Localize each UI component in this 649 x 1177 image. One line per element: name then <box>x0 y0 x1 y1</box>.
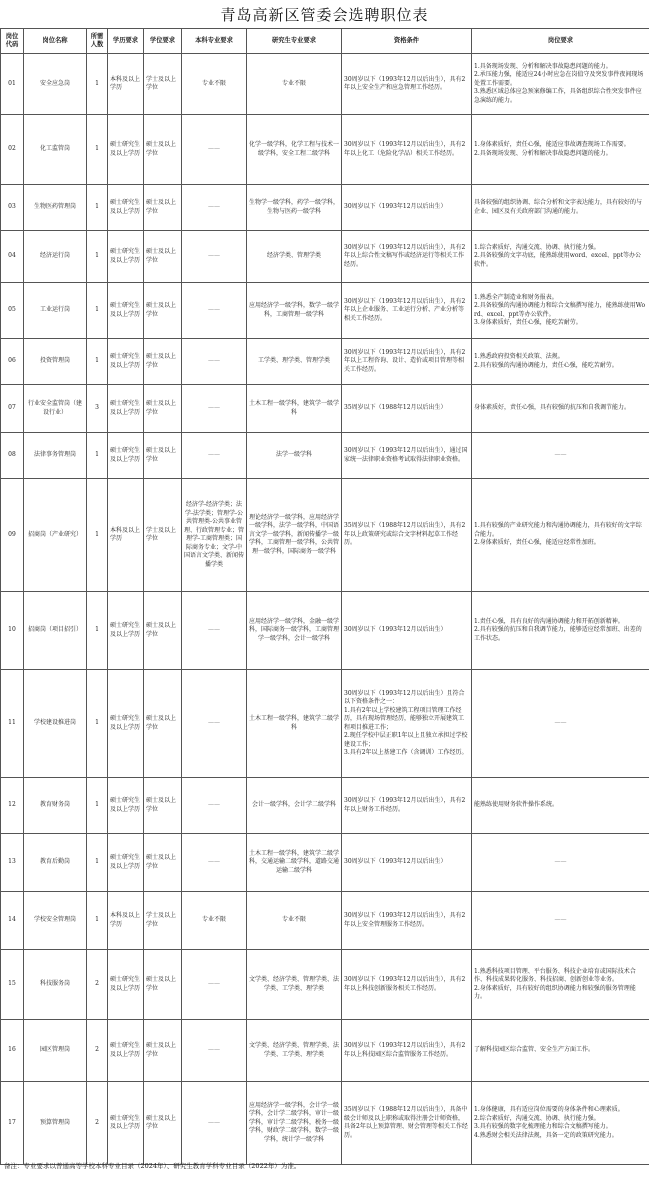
row-qualification: 30周岁以下（1993年12月以后出生），具有2年以上安全生产和应急管理工作经历。 <box>342 54 472 115</box>
row-count: 1 <box>87 479 108 592</box>
row-requirement: 1.具有较强的产业研究能力和沟通协调能力，具有较好的文字综合能力。 2.身体素质好，责任心强，能适应经常性加班。 <box>472 479 649 592</box>
table-row <box>1 892 649 950</box>
row-code: 10 <box>1 592 24 670</box>
row-education: 硕士研究生及以上学历 <box>108 283 144 339</box>
row-requirement: 1.责任心强，具有良好的沟通协调能力和开拓创新精神。 2.具有较强的抗压和自我调节能力，能够适应经常加班、出差的工作状态。 <box>472 592 649 670</box>
row-degree: 硕士及以上学位 <box>144 778 182 834</box>
row-qualification: 30周岁以下（1993年12月以后出生），具有2年以上工程咨询、设计、造价或项目管理等相关工作经历。 <box>342 339 472 385</box>
row-requirement: 能熟练使用财务软件操作系统。 <box>472 778 649 834</box>
row-count: 1 <box>87 339 108 385</box>
row-code: 12 <box>1 778 24 834</box>
row-name: 教育财务岗 <box>24 778 87 834</box>
table-row <box>1 778 649 834</box>
row-bachelor-major: —— <box>182 385 247 433</box>
row-requirement: 1.熟悉政府投资相关政策、法规。 2.具有较强的沟通协调能力，责任心强，能吃苦耐劳。 <box>472 339 649 385</box>
row-education: 硕士研究生及以上学历 <box>108 1082 144 1165</box>
row-bachelor-major: —— <box>182 185 247 231</box>
row-requirement: 1.具备现场发现、分析和解决事故隐患问题的能力。 2.承压能力强，能适应24小时应急在岗值守及突发事件夜间现场处置工作需要。 3.熟悉区域总体应急预案修编工作，具备组织综合性突发事件应急演练的能力。 <box>472 54 649 115</box>
row-code: 07 <box>1 385 24 433</box>
row-degree: 学士及以上学位 <box>144 892 182 950</box>
row-name: 工业运行岗 <box>24 283 87 339</box>
row-education: 硕士研究生及以上学历 <box>108 778 144 834</box>
row-bachelor-major: —— <box>182 592 247 670</box>
table-row <box>1 54 649 115</box>
row-qualification: 30周岁以下（1993年12月以后出生） <box>342 592 472 670</box>
table-row <box>1 592 649 670</box>
row-graduate-major: 工学类、理学类、管理学类 <box>247 339 342 385</box>
row-requirement: 1.身体素质好，责任心强，能适应事故调查现场工作需要。 2.具备现场发现、分析和解决事故隐患问题的能力。 <box>472 115 649 185</box>
row-graduate-major: 文学类、经济学类、管理学类、法学类、工学类、理学类 <box>247 1020 342 1082</box>
header-requirement: 岗位要求 <box>472 29 649 54</box>
row-requirement: —— <box>472 892 649 950</box>
row-bachelor-major: —— <box>182 1020 247 1082</box>
row-code: 04 <box>1 231 24 283</box>
row-graduate-major: 土木工程一级学科，建筑学二级学科 <box>247 670 342 778</box>
row-degree: 硕士及以上学位 <box>144 834 182 892</box>
row-qualification: 30周岁以下（1993年12月以后出生），具有2年以上企业服务、工业运行分析、产业分析等相关工作经历。 <box>342 283 472 339</box>
row-name: 法律事务管理岗 <box>24 433 87 479</box>
row-qualification: 30周岁以下（1993年12月以后出生）且符合以下资格条件之一： 1.具有2年以上学校建筑工程项目管理工作经历，具有现场管理经历，能够独立开展建筑工程项目推进工作； 2.现任学校中层正职1年以上且独立承担过学校建设工作； 3.具有2年以上基建工作（含调训）工作经历。 <box>342 670 472 778</box>
table-row <box>1 1082 649 1165</box>
table-row <box>1 834 649 892</box>
row-code: 13 <box>1 834 24 892</box>
row-bachelor-major: 专业不限 <box>182 54 247 115</box>
row-requirement: 1.熟悉全产制造业和财务报表。 2.具备较强的沟通协调能力和综合文稿撰写能力，能熟练使用Word、excel、ppt等办公软件。 3.身体素质好，责任心强，能吃苦耐劳。 <box>472 283 649 339</box>
row-qualification: 30周岁以下（1993年12月以后出生），具有2年以上科技园区综合监管服务工作经历。 <box>342 1020 472 1082</box>
row-bachelor-major: —— <box>182 670 247 778</box>
row-education: 硕士研究生及以上学历 <box>108 950 144 1020</box>
row-education: 硕士研究生及以上学历 <box>108 670 144 778</box>
row-bachelor-major: —— <box>182 339 247 385</box>
row-education: 本科及以上学历 <box>108 479 144 592</box>
row-code: 14 <box>1 892 24 950</box>
row-education: 硕士研究生及以上学历 <box>108 385 144 433</box>
row-education: 本科及以上学历 <box>108 54 144 115</box>
table-row <box>1 433 649 479</box>
row-requirement: 1.熟悉科技项目管理、平台服务、科技企业培育或国际技术合作、科技成果转化服务、科技招商、创新创业等业务。 2.身体素质好，具有较好的组织协调能力和较强的服务管理能力。 <box>472 950 649 1020</box>
row-requirement: 1.综合素质好，沟通交流、协调、执行能力强。 2.具备较强的文字功底，能熟练使用word、excel、ppt等办公软件。 <box>472 231 649 283</box>
row-degree: 硕士及以上学位 <box>144 231 182 283</box>
row-code: 17 <box>1 1082 24 1165</box>
table-row <box>1 283 649 339</box>
row-graduate-major: 专业不限 <box>247 54 342 115</box>
row-qualification: 30周岁以下（1993年12月以后出生），具有2年以上科技创新服务相关工作经历。 <box>342 950 472 1020</box>
row-count: 1 <box>87 592 108 670</box>
row-bachelor-major: —— <box>182 283 247 339</box>
row-graduate-major: 经济学类、管理学类 <box>247 231 342 283</box>
row-graduate-major: 法学一级学科 <box>247 433 342 479</box>
row-graduate-major: 专业不限 <box>247 892 342 950</box>
row-graduate-major: 生物学一级学科，药学一级学科，生物与医药一级学科 <box>247 185 342 231</box>
row-name: 学校安全管理岗 <box>24 892 87 950</box>
row-graduate-major: 理论经济学一级学科，应用经济学一级学科，法学一级学科，中国语言文学一级学科，新闻传播学一级学科，工商管理一级学科，公共管理一级学科，国际商务一级学科 <box>247 479 342 592</box>
row-requirement: 1.身体健康，具有适应岗位需要的身体条件和心理素质。 2.综合素质好，沟通交流、协调、执行能力强。 3.具有较强的数字化梳理能力和综合文稿撰写能力。 4.熟悉财会相关法律法规，具备一定的政策研究能力。 <box>472 1082 649 1165</box>
row-education: 硕士研究生及以上学历 <box>108 231 144 283</box>
row-bachelor-major: —— <box>182 834 247 892</box>
row-name: 招商岗（项目招引） <box>24 592 87 670</box>
table-row <box>1 339 649 385</box>
row-degree: 硕士及以上学位 <box>144 115 182 185</box>
row-requirement: —— <box>472 670 649 778</box>
row-degree: 硕士及以上学位 <box>144 670 182 778</box>
row-name: 园区管理岗 <box>24 1020 87 1082</box>
row-requirement: 了解科技园区综合监管、安全生产方面工作。 <box>472 1020 649 1082</box>
row-code: 16 <box>1 1020 24 1082</box>
row-code: 02 <box>1 115 24 185</box>
table-row <box>1 479 649 592</box>
row-education: 本科及以上学历 <box>108 892 144 950</box>
row-degree: 硕士及以上学位 <box>144 1082 182 1165</box>
row-qualification: 35周岁以下（1988年12月以后出生） <box>342 385 472 433</box>
row-qualification: 35周岁以下（1988年12月以后出生），具有2年以上政策研究或综合文字材料起草工作经历。 <box>342 479 472 592</box>
row-qualification: 30周岁以下（1993年12月以后出生） <box>342 834 472 892</box>
row-requirement: —— <box>472 834 649 892</box>
row-qualification: 30周岁以下（1993年12月以后出生），具有2年以上综合性文稿写作或经济运行等相关工作经历。 <box>342 231 472 283</box>
row-degree: 硕士及以上学位 <box>144 433 182 479</box>
row-graduate-major: 化学一级学科，化学工程与技术一级学科，安全工程二级学科 <box>247 115 342 185</box>
row-graduate-major: 土木工程一级学科，建筑学二级学科，交通运输二级学科，道路交通运输二级学科 <box>247 834 342 892</box>
row-bachelor-major: —— <box>182 231 247 283</box>
header-graduate-major: 研究生专业要求 <box>247 29 342 54</box>
header-education: 学历要求 <box>108 29 144 54</box>
row-qualification: 30周岁以下（1993年12月以后出生），具有2年以上财务工作经历。 <box>342 778 472 834</box>
row-education: 硕士研究生及以上学历 <box>108 834 144 892</box>
row-education: 硕士研究生及以上学历 <box>108 339 144 385</box>
row-degree: 硕士及以上学位 <box>144 339 182 385</box>
row-bachelor-major: —— <box>182 115 247 185</box>
header-name: 岗位名称 <box>24 29 87 54</box>
row-qualification: 35周岁以下（1988年12月以后出生），具备中级会计师及以上职称或取得注册会计师资格，具备2年以上预算管理、财会管理等相关工作经历。 <box>342 1082 472 1165</box>
row-count: 1 <box>87 892 108 950</box>
row-name: 预算管理岗 <box>24 1082 87 1165</box>
table-row <box>1 231 649 283</box>
row-degree: 学士及以上学位 <box>144 479 182 592</box>
table-row <box>1 1020 649 1082</box>
row-code: 03 <box>1 185 24 231</box>
row-count: 2 <box>87 1020 108 1082</box>
row-qualification: 30周岁以下（1993年12月以后出生），具有2年以上化工（危险化学品）相关工作经历。 <box>342 115 472 185</box>
table-row <box>1 950 649 1020</box>
row-name: 经济运行岗 <box>24 231 87 283</box>
table-row <box>1 185 649 231</box>
row-degree: 硕士及以上学位 <box>144 592 182 670</box>
row-code: 08 <box>1 433 24 479</box>
table-row <box>1 670 649 778</box>
row-name: 化工监管岗 <box>24 115 87 185</box>
row-code: 09 <box>1 479 24 592</box>
row-name: 行业安全监管岗（建设行业） <box>24 385 87 433</box>
row-bachelor-major: —— <box>182 950 247 1020</box>
row-graduate-major: 文学类、经济学类、管理学类、法学类、工学类、理学类 <box>247 950 342 1020</box>
row-name: 投资管理岗 <box>24 339 87 385</box>
row-education: 硕士研究生及以上学历 <box>108 185 144 231</box>
row-requirement: —— <box>472 433 649 479</box>
header-degree: 学位要求 <box>144 29 182 54</box>
header-qualification: 资格条件 <box>342 29 472 54</box>
row-count: 1 <box>87 778 108 834</box>
row-education: 硕士研究生及以上学历 <box>108 115 144 185</box>
row-bachelor-major: 专业不限 <box>182 892 247 950</box>
row-name: 安全应急岗 <box>24 54 87 115</box>
row-code: 06 <box>1 339 24 385</box>
row-count: 2 <box>87 1082 108 1165</box>
row-count: 1 <box>87 283 108 339</box>
row-count: 2 <box>87 950 108 1020</box>
row-graduate-major: 应用经济学一级学科，会计学一级学科，会计学二级学科，审计一级学科，审计学二级学科，税务一级学科，财政学二级学科，数学一级学科，统计学一级学科 <box>247 1082 342 1165</box>
row-code: 05 <box>1 283 24 339</box>
row-name: 招商岗（产业研究） <box>24 479 87 592</box>
row-education: 硕士研究生及以上学历 <box>108 592 144 670</box>
row-name: 教育后勤岗 <box>24 834 87 892</box>
row-bachelor-major: —— <box>182 778 247 834</box>
row-count: 1 <box>87 670 108 778</box>
header-count: 所需人数 <box>87 29 108 54</box>
row-name: 学校建设推进岗 <box>24 670 87 778</box>
row-count: 1 <box>87 54 108 115</box>
page-title: 青岛高新区管委会选聘职位表 <box>220 6 429 24</box>
table-row <box>1 385 649 433</box>
row-graduate-major: 应用经济学一级学科，金融一级学科，国际商务一级学科，工商管理学一级学科，会计一级学科 <box>247 592 342 670</box>
row-name: 科技服务岗 <box>24 950 87 1020</box>
row-name: 生物医药管理岗 <box>24 185 87 231</box>
row-degree: 硕士及以上学位 <box>144 385 182 433</box>
row-code: 11 <box>1 670 24 778</box>
row-degree: 硕士及以上学位 <box>144 283 182 339</box>
footnote: 备注：专业要求以普通高等学校本科专业目录（2024年）、研究生教育学科专业目录（2022年）为准。 <box>4 1162 301 1170</box>
row-education: 硕士研究生及以上学历 <box>108 433 144 479</box>
row-count: 3 <box>87 385 108 433</box>
row-graduate-major: 会计一级学科，会计学二级学科 <box>247 778 342 834</box>
table-header-row <box>1 29 649 54</box>
header-code: 岗位代码 <box>1 29 24 54</box>
row-qualification: 30周岁以下（1993年12月以后出生），通过国家统一法律职业资格考试取得法律职业资格。 <box>342 433 472 479</box>
row-degree: 硕士及以上学位 <box>144 950 182 1020</box>
row-bachelor-major: —— <box>182 433 247 479</box>
row-degree: 学士及以上学位 <box>144 54 182 115</box>
row-code: 01 <box>1 54 24 115</box>
row-bachelor-major: —— <box>182 1082 247 1165</box>
row-bachelor-major: 经济学-经济学类；法学-法学类；管理学-公共管理类-公共事业管理、行政管理专业；管理学-工商管理类；国际商务专业；文学-中国语言文学类、新闻传播学类 <box>182 479 247 592</box>
row-qualification: 30周岁以下（1993年12月以后出生），具有2年以上安全管理服务工作经历。 <box>342 892 472 950</box>
row-degree: 硕士及以上学位 <box>144 1020 182 1082</box>
row-code: 15 <box>1 950 24 1020</box>
row-education: 硕士研究生及以上学历 <box>108 1020 144 1082</box>
row-requirement: 身体素质好，责任心强，具有较强的抗压和自我调节能力。 <box>472 385 649 433</box>
table-row <box>1 115 649 185</box>
row-graduate-major: 应用经济学一级学科，数学一级学科，工商管理一级学科 <box>247 283 342 339</box>
row-count: 1 <box>87 834 108 892</box>
row-count: 1 <box>87 433 108 479</box>
row-requirement: 具备较强的组织协调、综合分析和文字表达能力，具有较好的与企业、园区及有关政府部门沟通的能力。 <box>472 185 649 231</box>
job-table <box>0 28 649 1165</box>
row-count: 1 <box>87 115 108 185</box>
row-count: 1 <box>87 185 108 231</box>
header-bachelor-major: 本科专业要求 <box>182 29 247 54</box>
row-qualification: 30周岁以下（1993年12月以后出生） <box>342 185 472 231</box>
row-degree: 硕士及以上学位 <box>144 185 182 231</box>
row-graduate-major: 土木工程一级学科，建筑学一级学科 <box>247 385 342 433</box>
row-count: 1 <box>87 231 108 283</box>
